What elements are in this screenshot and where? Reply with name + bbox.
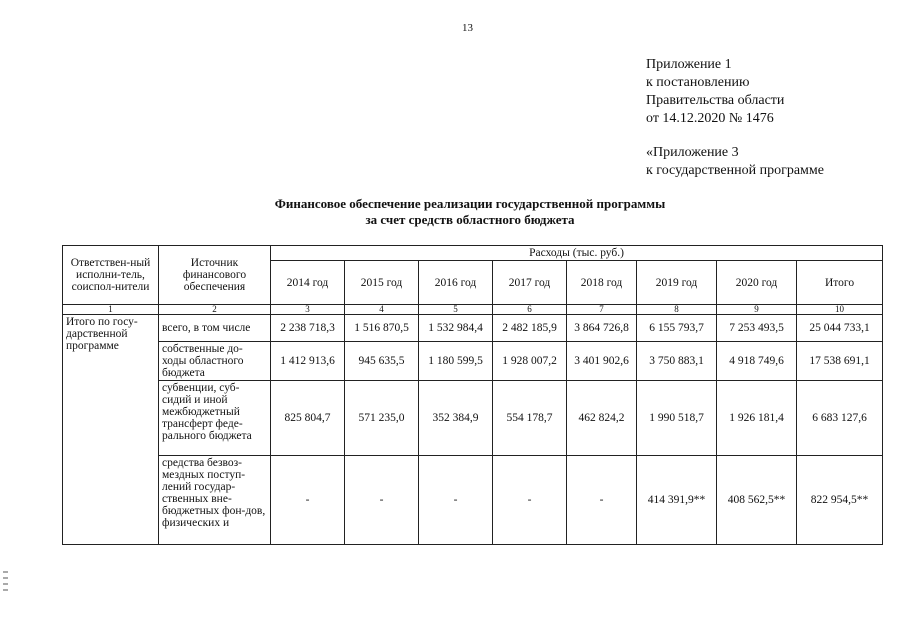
value-cell: -: [567, 456, 637, 545]
column-numbers-row: [63, 305, 883, 315]
value-cell: 3 864 726,8: [567, 315, 637, 342]
value-cell: 1 990 518,7: [637, 381, 717, 456]
table-row: [63, 456, 883, 545]
value-cell: -: [493, 456, 567, 545]
column-number: 3: [271, 305, 345, 315]
source-cell: всего, в том числе: [159, 315, 271, 342]
column-number: 6: [493, 305, 567, 315]
value-cell: 6 683 127,6: [797, 381, 883, 456]
value-cell: -: [271, 456, 345, 545]
appendix-line: Правительства области: [646, 93, 785, 108]
header-responsible: Ответствен-ный исполни-тель, соиспол-нители: [63, 246, 159, 305]
table-row: [63, 315, 883, 342]
value-cell: 17 538 691,1: [797, 342, 883, 381]
appendix-quote-line: «Приложение 3: [646, 145, 739, 160]
scan-artifact: [2, 570, 10, 600]
value-cell: 822 954,5**: [797, 456, 883, 545]
column-number: 10: [797, 305, 883, 315]
title-line-1: Финансовое обеспечение реализации государственной программы: [274, 196, 666, 211]
value-cell: 3 401 902,6: [567, 342, 637, 381]
page-number: 13: [462, 22, 473, 34]
value-cell: 1 412 913,6: [271, 342, 345, 381]
appendix-line: Приложение 1: [646, 57, 732, 72]
value-cell: 825 804,7: [271, 381, 345, 456]
source-cell: средства безвоз-мездных поступ-лений государ-ственных вне-бюджетных фон-дов, физических и: [159, 456, 271, 545]
value-cell: 2 238 718,3: [271, 315, 345, 342]
column-number: 8: [637, 305, 717, 315]
value-cell: 414 391,9**: [637, 456, 717, 545]
title-line-2: за счет средств областного бюджета: [365, 212, 575, 227]
header-year: 2018 год: [567, 261, 637, 305]
value-cell: 7 253 493,5: [717, 315, 797, 342]
value-cell: 3 750 883,1: [637, 342, 717, 381]
appendix-quote-block: [646, 144, 824, 180]
appendix-block: [646, 56, 784, 128]
value-cell: 1 926 181,4: [717, 381, 797, 456]
header-year: 2014 год: [271, 261, 345, 305]
appendix-line: к постановлению: [646, 75, 750, 90]
value-cell: -: [419, 456, 493, 545]
column-number: 4: [345, 305, 419, 315]
value-cell: 1 532 984,4: [419, 315, 493, 342]
header-year: 2020 год: [717, 261, 797, 305]
value-cell: 2 482 185,9: [493, 315, 567, 342]
source-cell: собственные до-ходы областного бюджета: [159, 342, 271, 381]
value-cell: 554 178,7: [493, 381, 567, 456]
value-cell: 25 044 733,1: [797, 315, 883, 342]
header-row: [63, 246, 883, 261]
header-year: 2017 год: [493, 261, 567, 305]
column-number: 9: [717, 305, 797, 315]
value-cell: 4 918 749,6: [717, 342, 797, 381]
column-number: 1: [63, 305, 159, 315]
value-cell: 6 155 793,7: [637, 315, 717, 342]
appendix-line: от 14.12.2020 № 1476: [646, 111, 774, 126]
value-cell: 945 635,5: [345, 342, 419, 381]
value-cell: -: [345, 456, 419, 545]
value-cell: 352 384,9: [419, 381, 493, 456]
table-row: [63, 342, 883, 381]
financing-table: [62, 245, 883, 545]
value-cell: 462 824,2: [567, 381, 637, 456]
table-row: [63, 381, 883, 456]
header-source: Источник финансового обеспечения: [159, 246, 271, 305]
value-cell: 571 235,0: [345, 381, 419, 456]
column-number: 7: [567, 305, 637, 315]
appendix-quote-line: к государственной программе: [646, 163, 824, 178]
header-expenses: Расходы (тыс. руб.): [271, 246, 883, 261]
source-cell: субвенции, суб-сидий и иной межбюджетный трансферт феде-рального бюджета: [159, 381, 271, 456]
value-cell: 1 928 007,2: [493, 342, 567, 381]
header-year: 2019 год: [637, 261, 717, 305]
responsible-cell: Итого по госу-дарственной программе: [63, 315, 159, 545]
header-total: Итого: [797, 261, 883, 305]
column-number: 2: [159, 305, 271, 315]
value-cell: 1 180 599,5: [419, 342, 493, 381]
value-cell: 1 516 870,5: [345, 315, 419, 342]
header-year: 2016 год: [419, 261, 493, 305]
column-number: 5: [419, 305, 493, 315]
document-title: [200, 196, 740, 228]
value-cell: 408 562,5**: [717, 456, 797, 545]
header-year: 2015 год: [345, 261, 419, 305]
